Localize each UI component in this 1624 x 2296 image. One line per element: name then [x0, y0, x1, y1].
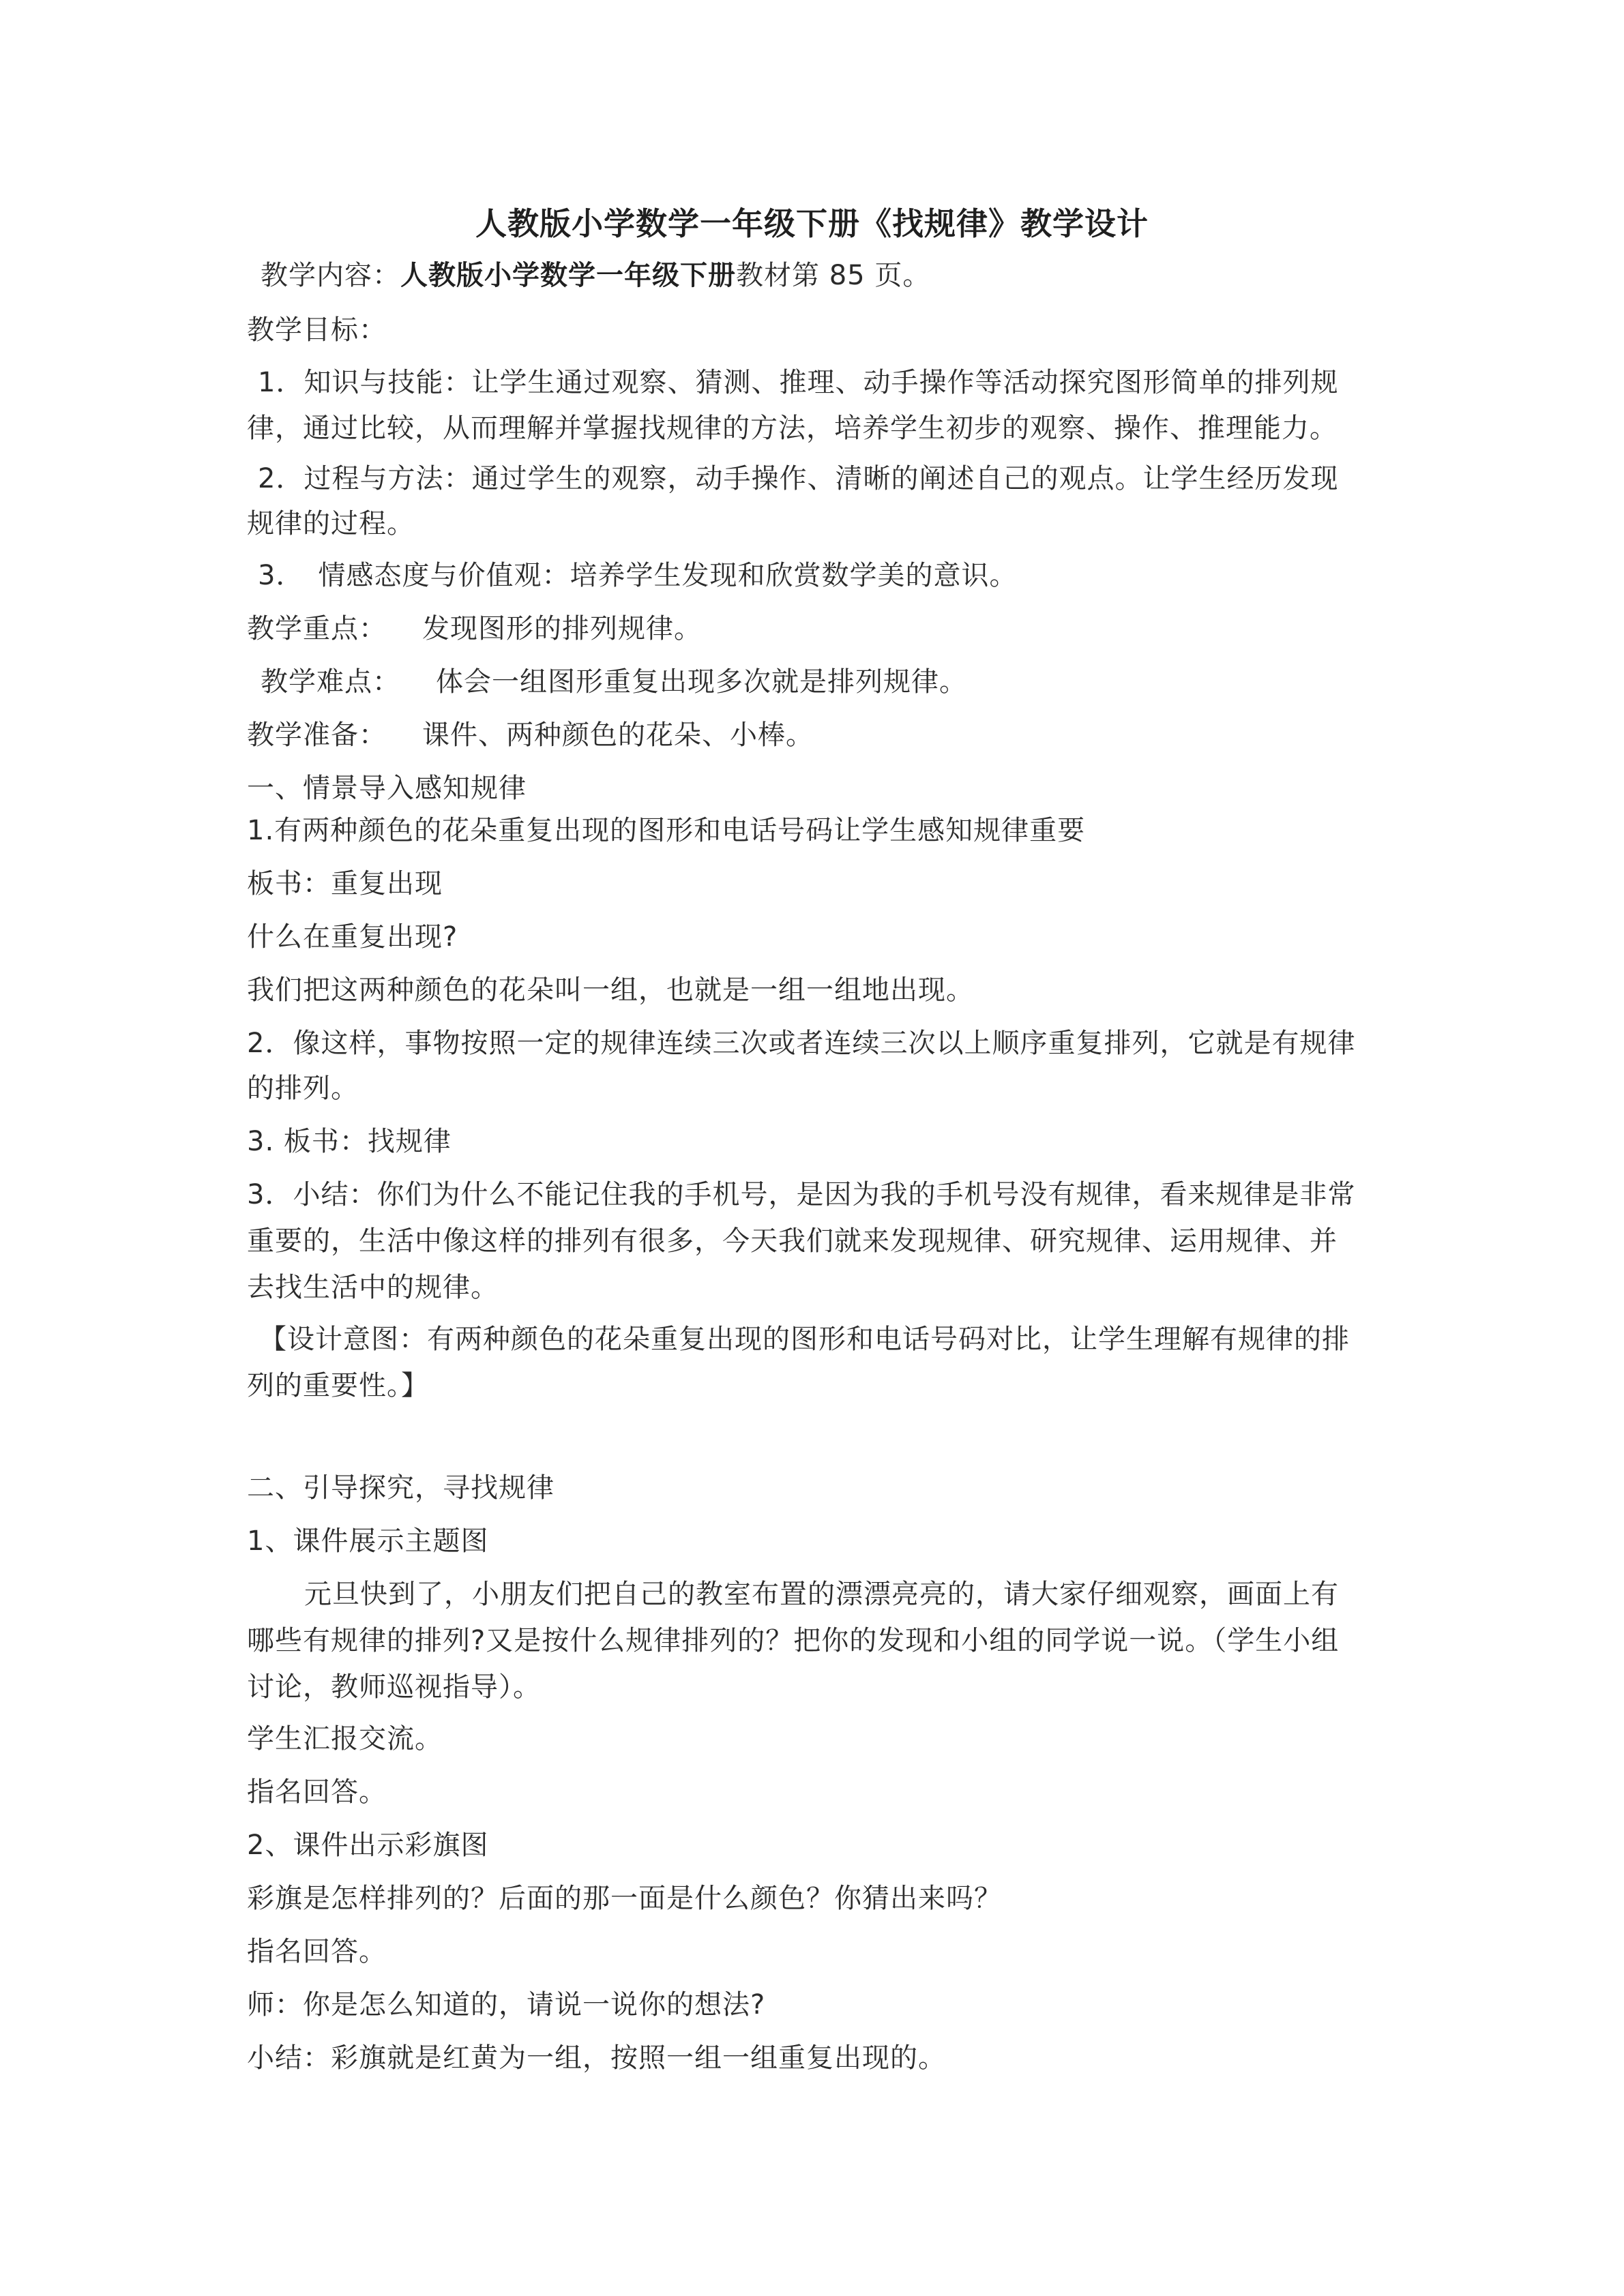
difficulty-text: 体会一组图形重复出现多次就是排列规律。: [436, 666, 967, 698]
section-2-s1-para-line-2: 哪些有规律的排列?又是按什么规律排列的？把你的发现和小组的同学说一说。（学生小组: [247, 1625, 1340, 1656]
section-2-s1: 1、课件展示主题图: [247, 1525, 489, 1557]
section-2-s1-para-line-3: 讨论，教师巡视指导）。: [247, 1671, 541, 1703]
document-title: 人教版小学数学一年级下册《找规律》教学设计: [475, 205, 1149, 242]
difficulty: [261, 666, 967, 698]
content-bold: 人教版小学数学一年级下册: [400, 260, 736, 291]
section-2-s2-teacher: 师：你是怎么知道的，请说一说你的想法?: [247, 1989, 766, 2021]
objective-3: 3． 情感态度与价值观：培养学生发现和欣赏数学美的意识。: [258, 560, 1018, 591]
objective-1-line-1: 1．知识与技能：让学生通过观察、猜测、推理、动手操作等活动探究图形简单的排列规: [258, 367, 1339, 398]
section-1-p1: 1.有两种颜色的花朵重复出现的图形和电话号码让学生感知规律重要: [247, 815, 1086, 846]
section-1-p5-line-1: 2．像这样，事物按照一定的规律连续三次或者连续三次以上顺序重复排列，它就是有规律: [247, 1028, 1356, 1059]
preparation-text: 课件、两种颜色的花朵、小棒。: [422, 719, 814, 751]
section-1-p7-line-1: 3．小结：你们为什么不能记住我的手机号，是因为我的手机号没有规律，看来规律是非常: [247, 1179, 1356, 1210]
section-1-p7-line-3: 去找生活中的规律。: [247, 1272, 499, 1303]
key-point-text: 发现图形的排列规律。: [422, 613, 702, 644]
section-1-p7-line-2: 重要的，生活中像这样的排列有很多，今天我们就来发现规律、研究规律、运用规律、并: [247, 1225, 1338, 1257]
section-2-s2: 2、课件出示彩旗图: [247, 1830, 489, 1861]
difficulty-label: 教学难点：: [261, 666, 400, 698]
objective-2-line-2: 规律的过程。: [247, 508, 415, 539]
section-1-heading: 一、情景导入感知规律: [247, 773, 527, 804]
section-2-s1-para-line-1: 元旦快到了，小朋友们把自己的教室布置的漂漂亮亮的，请大家仔细观察，画面上有: [304, 1579, 1339, 1610]
section-1-p6: 3. 板书：找规律: [247, 1126, 452, 1157]
teaching-content: [261, 259, 930, 292]
objective-2-line-1: 2．过程与方法：通过学生的观察，动手操作、清晰的阐述自己的观点。让学生经历发现: [258, 463, 1339, 494]
preparation: [247, 719, 814, 751]
section-1-p4: 我们把这两种颜色的花朵叫一组，也就是一组一组地出现。: [247, 974, 974, 1006]
content-rest: 教材第 85 页。: [736, 260, 931, 291]
section-2-heading: 二、引导探究，寻找规律: [247, 1472, 555, 1504]
design-intent-line-1: 【设计意图：有两种颜色的花朵重复出现的图形和电话号码对比，让学生理解有规律的排: [259, 1324, 1350, 1355]
content-label: 教学内容：: [261, 260, 400, 291]
section-1-p3: 什么在重复出现?: [247, 921, 458, 953]
objectives-heading: 教学目标：: [247, 314, 387, 346]
section-2-s1-answer: 指名回答。: [247, 1776, 387, 1808]
key-point-label: 教学重点：: [247, 613, 387, 644]
section-1-p2: 板书：重复出现: [247, 868, 443, 899]
design-intent-line-2: 列的重要性。】: [247, 1370, 429, 1401]
section-2-s2-summary: 小结：彩旗就是红黄为一组，按照一组一组重复出现的。: [247, 2042, 946, 2074]
objective-1-line-2: 律，通过比较，从而理解并掌握找规律的方法，培养学生初步的观察、操作、推理能力。: [247, 413, 1338, 444]
preparation-label: 教学准备：: [247, 719, 387, 751]
section-1-p5-line-2: 的排列。: [247, 1073, 359, 1104]
section-2-s2-question: 彩旗是怎样排列的？后面的那一面是什么颜色？你猜出来吗？: [247, 1883, 1002, 1914]
section-2-s2-answer: 指名回答。: [247, 1936, 387, 1967]
section-2-s1-report: 学生汇报交流。: [247, 1723, 443, 1755]
key-point: [247, 612, 702, 645]
